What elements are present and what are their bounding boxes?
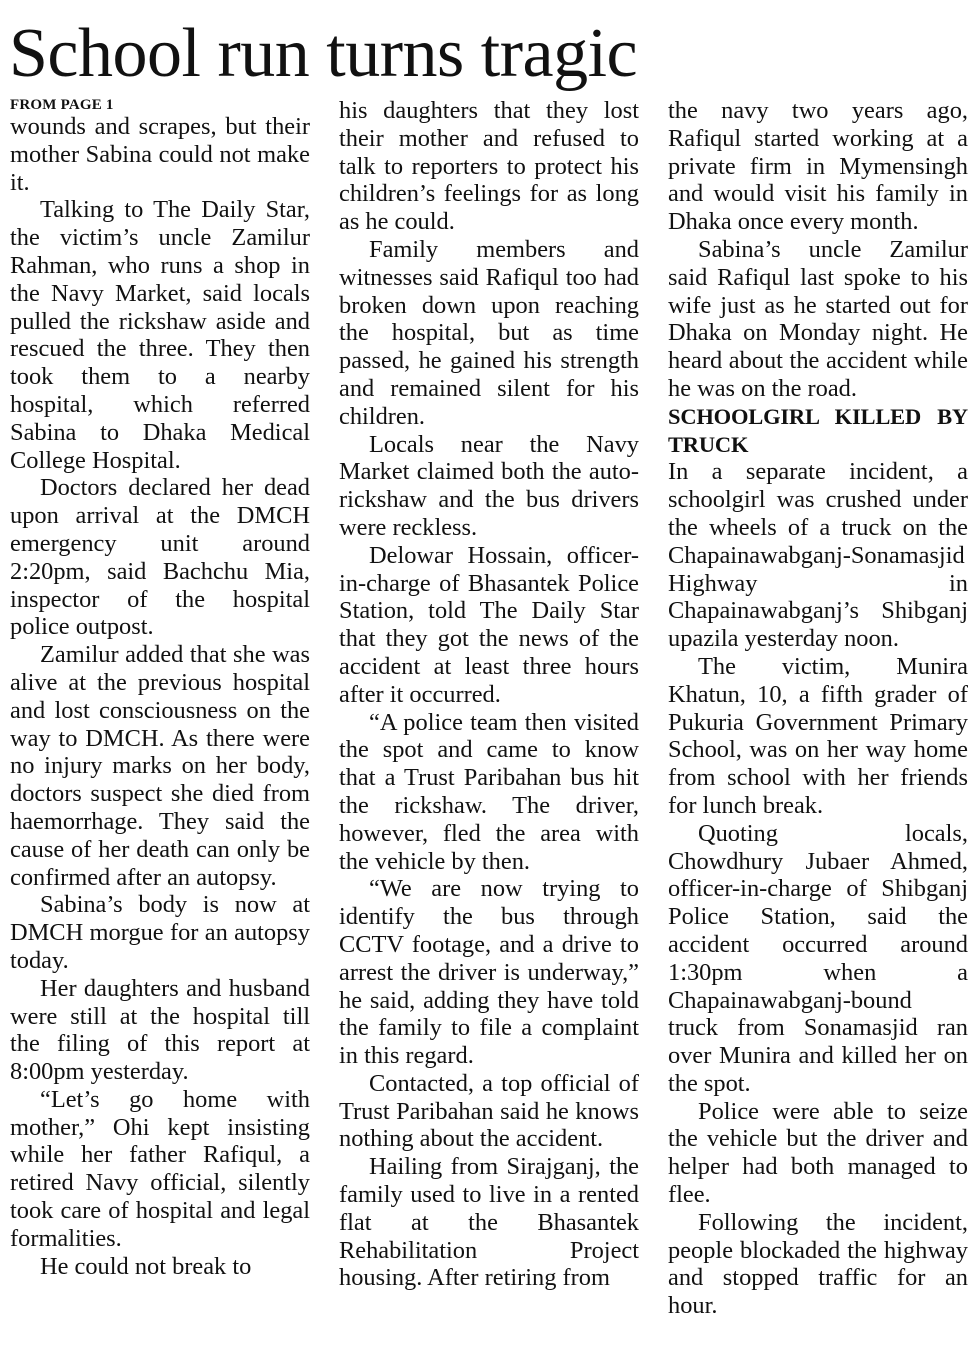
paragraph: “A police team then visited the spot and came to know that a Trust Paribahan bus hit the rickshaw. The driver, however, fled the area with the vehicle by then. (339, 708, 639, 875)
section-subheading: SCHOOLGIRL KILLED BY TRUCK (668, 403, 968, 457)
paragraph: Talking to The Daily Star, the victim’s uncle Zamilur Rahman, who runs a shop in the Navy Market, said locals pulled the rickshaw aside and rescued the three. They then took them to a nearby hospital, which referred Sabina to Dhaka Medical College Hospital. (10, 196, 310, 474)
paragraph: Hailing from Sirajganj, the family used to live in a rented flat at the Bhasantek Rehabilitation Project housing. After retiring from (339, 1153, 639, 1292)
paragraph: Contacted, a top official of Trust Paribahan said he knows nothing about the accident. (339, 1069, 639, 1153)
paragraph: Quoting locals, Chowdhury Jubaer Ahmed, officer-in-charge of Shibganj Police Station, said the accident occurred around 1:30pm when a Chapainawabganj-bound truck from Sonamasjid ran over Munira and killed her on the spot. (668, 819, 968, 1097)
paragraph: Sabina’s body is now at DMCH morgue for an autopsy today. (10, 891, 310, 974)
paragraph: Sabina’s uncle Zamilur said Rafiqul last spoke to his wife just as he started out for Dhaka on Monday night. He heard about the accident while he was on the road. (668, 235, 968, 402)
paragraph: “Let’s go home with mother,” Ohi kept insisting while her father Rafiqul, a retired Navy official, silently took care of hospital and legal formalities. (10, 1085, 310, 1252)
continued-from-label: FROM PAGE 1 (10, 97, 114, 113)
paragraph: “We are now trying to identify the bus through CCTV footage, and a drive to arrest the driver is underway,” he said, adding they have told the family to file a complaint in this regard. (339, 875, 639, 1070)
paragraph: Her daughters and husband were still at the hospital till the filing of this report at 8:00pm yesterday. (10, 974, 310, 1086)
paragraph: Zamilur added that she was alive at the previous hospital and lost consciousness on the way to DMCH. As there were no injury marks on her body, doctors suspect she died from haemorrhage. They said the cause of her death can only be confirmed after an autopsy. (10, 641, 310, 891)
paragraph: wounds and scrapes, but their mother Sabina could not make it. (10, 113, 310, 196)
paragraph: In a separate incident, a schoolgirl was crushed under the wheels of a truck on the Chapainawabganj-Sonamasjid Highway in Chapainawabganj’s Shibganj upazila yesterday noon. (668, 458, 968, 653)
article-column-2 (339, 97, 639, 1292)
article-column-1 (10, 97, 310, 1280)
paragraph: He could not break to (40, 1252, 252, 1280)
article-column-3 (668, 97, 968, 1320)
paragraph: The victim, Munira Khatun, 10, a fifth grader of Pukuria Government Primary School, was on her way home from school with her friends for lunch break. (668, 652, 968, 819)
paragraph: Following the incident, people blockaded the highway and stopped traffic for an hour. (668, 1208, 968, 1320)
headline: School run turns tragic (9, 15, 638, 92)
paragraph: the navy two years ago, Rafiqul started working at a private firm in Mymensingh and would visit his family in Dhaka once every month. (668, 97, 968, 236)
paragraph: Family members and witnesses said Rafiqul too had broken down upon reaching the hospital, but as time passed, he gained his strength and remained silent for his children. (339, 235, 639, 430)
paragraph: Locals near the Navy Market claimed both the auto-rickshaw and the bus drivers were reckless. (339, 430, 639, 541)
paragraph: his daughters that they lost their mother and refused to talk to reporters to protect his children’s feelings for as long as he could. (339, 97, 639, 236)
paragraph: Delowar Hossain, officer-in-charge of Bhasantek Police Station, told The Daily Star that they got the news of the accident at least three hours after it occurred. (339, 541, 639, 708)
paragraph: Police were able to seize the vehicle but the driver and helper had both managed to flee. (668, 1097, 968, 1209)
paragraph: Doctors declared her dead upon arrival at the DMCH emergency unit around 2:20pm, said Bachchu Mia, inspector of the hospital police outpost. (10, 474, 310, 641)
